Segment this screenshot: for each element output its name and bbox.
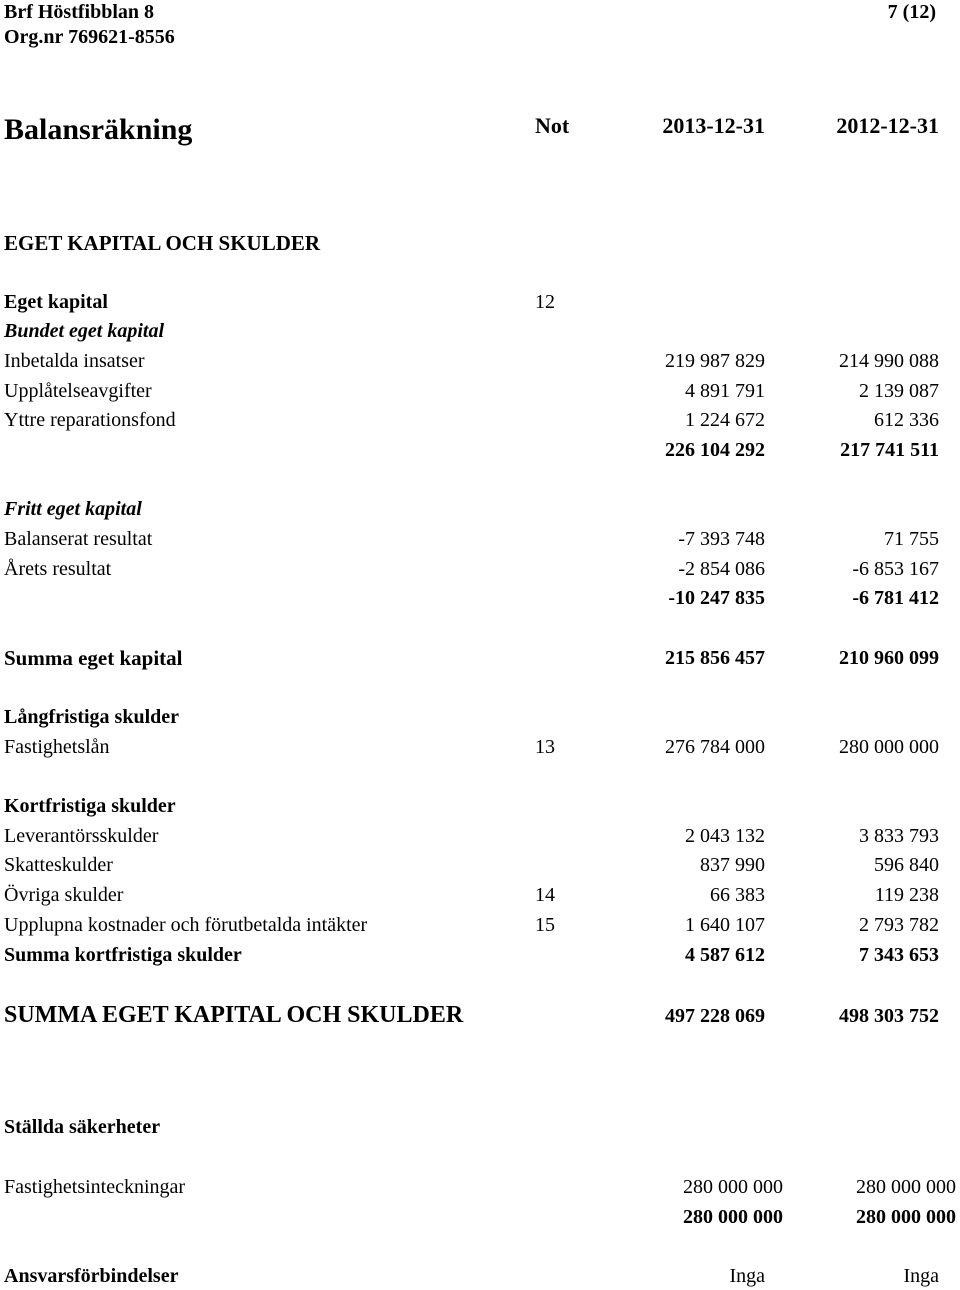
row-label: Fastighetslån xyxy=(4,736,110,758)
row-value-previous: 2 139 087 xyxy=(859,380,939,402)
row-label: Inbetalda insatser xyxy=(4,350,145,372)
row-label: Leverantörsskulder xyxy=(4,825,159,847)
total-label: SUMMA EGET KAPITAL OCH SKULDER xyxy=(4,1002,464,1028)
note-reference: 14 xyxy=(535,884,555,906)
note-reference: 15 xyxy=(535,914,555,936)
ansvar-current: Inga xyxy=(729,1265,765,1287)
column-header-previous: 2012-12-31 xyxy=(836,113,939,138)
row-value-current: -7 393 748 xyxy=(678,528,765,550)
bundet-eget-kapital-heading: Bundet eget kapital xyxy=(4,320,164,342)
bundet-sum-previous: 217 741 511 xyxy=(840,439,939,461)
stallda-sum-previous: 280 000 000 xyxy=(856,1206,956,1228)
row-label: Yttre reparationsfond xyxy=(4,409,176,431)
stallda-sum-current: 280 000 000 xyxy=(683,1206,783,1228)
row-value-previous: 119 238 xyxy=(874,884,939,906)
page-title: Balansräkning xyxy=(4,113,193,146)
langfristiga-skulder-heading: Långfristiga skulder xyxy=(4,706,180,728)
row-value-previous: 280 000 000 xyxy=(856,1176,956,1198)
row-label: Balanserat resultat xyxy=(4,528,153,550)
row-value-previous: 71 755 xyxy=(884,528,939,550)
bundet-sum-current: 226 104 292 xyxy=(665,439,765,461)
summa-eget-kapital-previous: 210 960 099 xyxy=(839,647,939,669)
note-reference: 12 xyxy=(535,291,555,313)
fritt-sum-previous: -6 781 412 xyxy=(852,587,939,609)
row-label: Upplåtelseavgifter xyxy=(4,380,152,402)
ansvarsforbindelser-label: Ansvarsförbindelser xyxy=(4,1265,179,1287)
row-value-previous: 214 990 088 xyxy=(839,350,939,372)
company-name: Brf Höstfibblan 8 xyxy=(4,1,155,23)
total-current: 497 228 069 xyxy=(665,1005,765,1027)
page-number: 7 (12) xyxy=(887,1,936,23)
row-value-current: 219 987 829 xyxy=(665,350,765,372)
row-value-current: 1 640 107 xyxy=(685,914,765,936)
column-header-current: 2013-12-31 xyxy=(662,113,765,138)
summa-kortfristiga-current: 4 587 612 xyxy=(685,944,765,966)
row-value-current: -2 854 086 xyxy=(678,558,765,580)
row-value-previous: 2 793 782 xyxy=(859,914,939,936)
org-number: Org.nr 769621-8556 xyxy=(4,26,175,48)
column-header-not: Not xyxy=(535,113,570,138)
row-label: Övriga skulder xyxy=(4,884,124,906)
eget-kapital-heading: Eget kapital xyxy=(4,291,108,313)
summa-kortfristiga-previous: 7 343 653 xyxy=(859,944,939,966)
row-value-current: 837 990 xyxy=(700,854,765,876)
row-value-previous: 612 336 xyxy=(874,409,939,431)
summa-eget-kapital-label: Summa eget kapital xyxy=(4,646,183,670)
summa-kortfristiga-label: Summa kortfristiga skulder xyxy=(4,944,242,966)
row-value-previous: 3 833 793 xyxy=(859,825,939,847)
row-value-current: 66 383 xyxy=(710,884,765,906)
summa-eget-kapital-current: 215 856 457 xyxy=(665,647,765,669)
fritt-eget-kapital-heading: Fritt eget kapital xyxy=(4,498,142,520)
row-label: Upplupna kostnader och förutbetalda intäkter xyxy=(4,914,368,936)
row-value-current: 276 784 000 xyxy=(665,736,765,758)
row-value-current: 4 891 791 xyxy=(685,380,765,402)
section-title: EGET KAPITAL OCH SKULDER xyxy=(4,231,321,255)
kortfristiga-skulder-heading: Kortfristiga skulder xyxy=(4,795,176,817)
ansvar-previous: Inga xyxy=(903,1265,939,1287)
row-value-current: 280 000 000 xyxy=(683,1176,783,1198)
row-value-current: 2 043 132 xyxy=(685,825,765,847)
row-label: Fastighetsinteckningar xyxy=(4,1176,186,1198)
row-label: Skatteskulder xyxy=(4,854,113,876)
row-value-previous: 596 840 xyxy=(874,854,939,876)
fritt-sum-current: -10 247 835 xyxy=(668,587,765,609)
row-value-previous: -6 853 167 xyxy=(852,558,939,580)
note-reference: 13 xyxy=(535,736,555,758)
row-value-current: 1 224 672 xyxy=(685,409,765,431)
row-value-previous: 280 000 000 xyxy=(839,736,939,758)
total-previous: 498 303 752 xyxy=(839,1005,939,1027)
row-label: Årets resultat xyxy=(4,558,112,580)
stallda-sakerheter-heading: Ställda säkerheter xyxy=(4,1116,161,1138)
